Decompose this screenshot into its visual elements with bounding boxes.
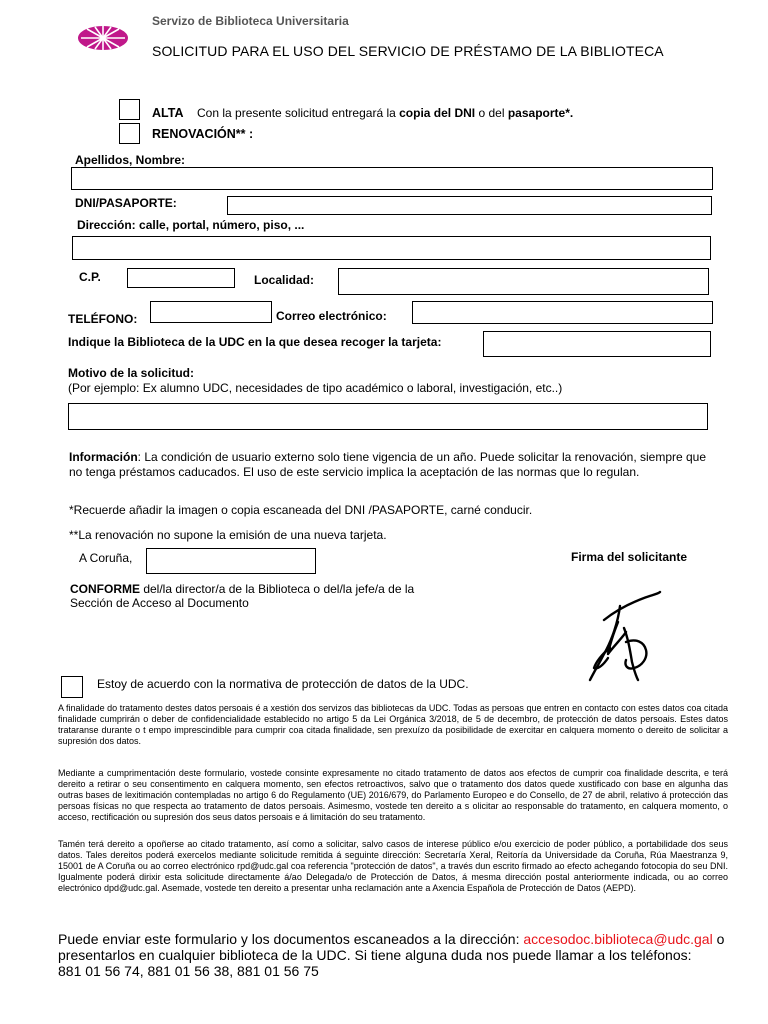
firma-label: Firma del solicitante [571,550,688,564]
motivo-hint: (Por ejemplo: Ex alumno UDC, necesidades de tipo académico o laboral, investigación, etc..) [68,381,563,395]
direccion-input[interactable] [72,236,711,260]
date-input[interactable] [146,548,316,574]
motivo-input[interactable] [68,403,708,430]
telefono-input[interactable] [150,301,272,323]
apellidos-input[interactable] [71,167,713,190]
renovacion-label: RENOVACIÓN** : [152,127,254,141]
contact-phones: 881 01 56 74, 881 01 56 38, 881 01 56 75 [58,963,319,979]
city-label: A Coruña, [79,551,133,565]
correo-input[interactable] [412,301,713,324]
apellidos-label: Apellidos, Nombre: [75,153,186,167]
biblioteca-input[interactable] [483,331,711,357]
dni-input[interactable] [227,196,712,215]
alta-checkbox[interactable] [119,99,140,120]
motivo-label: Motivo de la solicitud: [68,366,195,380]
localidad-label: Localidad: [254,273,315,287]
localidad-input[interactable] [338,268,709,295]
legal-paragraph-1: A finalidade do tratamento destes datos persoais é a xestión dos servizos das bibliotecas da UDC. Todas as persoas que entren en contacto con estes datos coa citada finalidade cumprirán o deber de confidencialidade establecido no artigo 5 da Lei Orgánica 3/2018, de 5 de decembro, de protección de datos persoais. Estes datos trataranse durante o t empo imprescindible para cumprir coa citada finalidade, sen prexuízo da posibilidade de exercitar en calquera momento o dereito de solicitar a supresión dos datos. [58,703,728,746]
cp-label: C.P. [79,270,101,284]
alta-label: ALTA [152,106,184,120]
renovacion-note: **La renovación no supone la emisión de una nueva tarjeta. [69,528,387,542]
page-title: SOLICITUD PARA EL USO DEL SERVICIO DE PRÉSTAMO DE LA BIBLIOTECA [152,43,664,59]
consent-label: Estoy de acuerdo con la normativa de protección de datos de la UDC. [97,677,469,691]
renovacion-checkbox[interactable] [119,123,140,144]
conforme-text: CONFORME del/la director/a de la Biblioteca o del/la jefe/a de la Sección de Acceso al Documento [70,582,415,610]
dni-note: *Recuerde añadir la imagen o copia escaneada del DNI /PASAPORTE, carné conducir. [69,503,533,517]
contact-email-link[interactable]: accesodoc.biblioteca@udc.gal [523,931,713,947]
dni-label: DNI/PASAPORTE: [75,196,177,210]
legal-paragraph-3: Tamén terá dereito a opoñerse ao citado tratamento, así como a solicitar, salvo casos de interese público e/ou exercicio de poder público, a portabilidade dos seus datos. Tales dereitos poderá exercelos mediante solicitude remitida á seguinte dirección: Secretaría Xeral, Reitoría da Universidade da Coruña, Rúa Maestranza 9, 15001 de A Coruña ou ao correo electrónico rpd@udc.gal coa referencia "protección de datos", a través dun escrito firmado ao efecto achegando fotocopia do seu DNI. Igualmente poderá dirixir esta solicitude directamente á/ao Delegada/o de Protección de Datos, á mesma dirección postal anteriormente indicada, ou ao correo electrónico dpd@udc.gal. Asemade, vostede ten dereito a presentar unha reclamación ante a Axencia Española de Protección de Datos (AEPD). [58,839,728,893]
consent-checkbox[interactable] [61,676,83,698]
udc-logo-icon [77,24,129,52]
signature-image [584,588,664,684]
footer-text: Puede enviar este formulario y los documentos escaneados a la dirección: accesodoc.biblioteca@udc.gal o presentarlos en cualquier biblioteca de la UDC. Si tiene alguna duda nos puede llamar a los teléfonos: 881 01 56 74, 881 01 56 38, 881 01 56 75 [58,931,725,979]
correo-label: Correo electrónico: [276,309,387,323]
alta-description: Con la presente solicitud entregará la copia del DNI o del pasaporte*. [197,106,574,120]
legal-paragraph-2: Mediante a cumprimentación deste formulario, vostede consinte expresamente no citado tratamento de datos aos efectos de cumprir coa finalidade descrita, e terá dereito a retirar o seu consentimento en calquera momento, sen efectos retroactivos, salvo que o tratamento dos datos quede xustificado con base en algunha das outras bases de lexitimación contempladas no artigo 6 do Regulamento (UE) 2016/679, do Parlamento Europeo e do Consello, de 27 de abril, relativo á protección das persoas físicas no que respecta ao tratamento de datos persoais. Asimesmo, vostede ten dereito a s olicitar ao responsable do tratamento, en calquera momento, o acceso, rectificación ou supresión dos seus datos persoais e á limitación do seu tratamento. [58,768,728,822]
info-text: Información: La condición de usuario externo solo tiene vigencia de un año. Puede solicitar la renovación, siempre que no tenga préstamos caducados. El uso de este servicio implica la aceptación de las normas que lo regulan. [69,450,707,479]
telefono-label: TELÉFONO: [68,312,138,326]
cp-input[interactable] [127,268,235,288]
service-name: Servizo de Biblioteca Universitaria [152,14,349,28]
biblioteca-label: Indique la Biblioteca de la UDC en la que desea recoger la tarjeta: [68,335,442,349]
direccion-label: Dirección: calle, portal, número, piso, ... [77,218,305,232]
